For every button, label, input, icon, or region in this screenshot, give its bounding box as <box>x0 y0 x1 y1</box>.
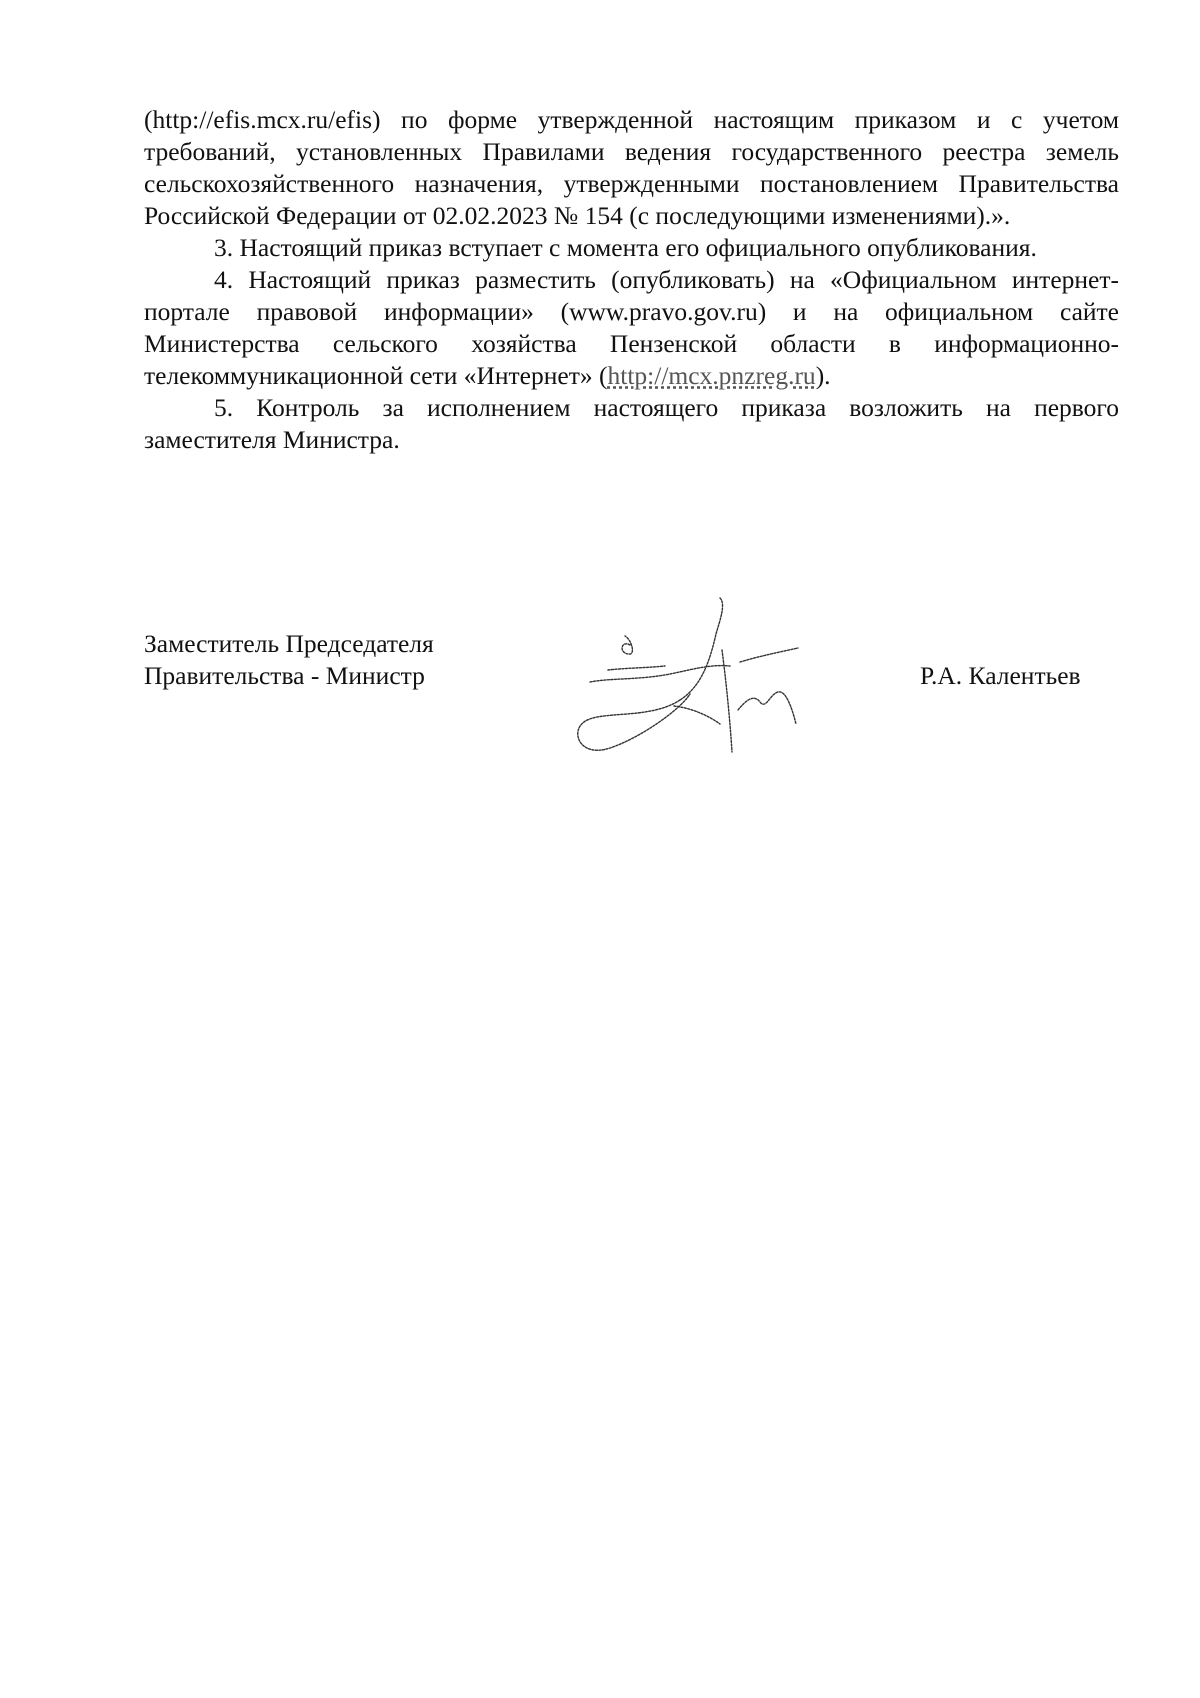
paragraph-item-4-text: 4. Настоящий приказ разместить (опубликовать) на «Официальном интернет-портале правовой информации» (www.pravo.gov.ru) и на официальном сайте Министерства сельского хозяйства Пензенской области в информационно-телекоммуникационной сети «Интернет» ( <box>144 265 1119 390</box>
document-body <box>144 104 1119 456</box>
ministry-website-link[interactable]: http://mcx.pnzreg.ru <box>607 361 816 390</box>
paragraph-continuation: (http://efis.mcx.ru/efis) по форме утвержденной настоящим приказом и с учетом требований, установленных Правилами ведения государственного реестра земель сельскохозяйственного назначения, утвержденными постановлением Правительства Российской Федерации от 02.02.2023 № 154 (с последующими изменениями).». <box>144 105 1119 230</box>
paragraph-item-4-tail: ). <box>815 361 831 390</box>
paragraph-item-4 <box>144 264 1119 392</box>
signatory-position-line2: Правительства - Министр <box>144 661 425 690</box>
signatory-position-line1: Заместитель Председателя <box>144 629 434 658</box>
signatory-name: Р.А. Калентьев <box>920 661 1081 690</box>
paragraph-item-5: 5. Контроль за исполнением настоящего приказа возложить на первого заместителя Министра. <box>144 393 1119 454</box>
handwritten-signature <box>570 590 820 760</box>
signatory-position <box>144 628 434 692</box>
paragraph-item-3: 3. Настоящий приказ вступает с момента его официального опубликования. <box>214 233 1037 262</box>
